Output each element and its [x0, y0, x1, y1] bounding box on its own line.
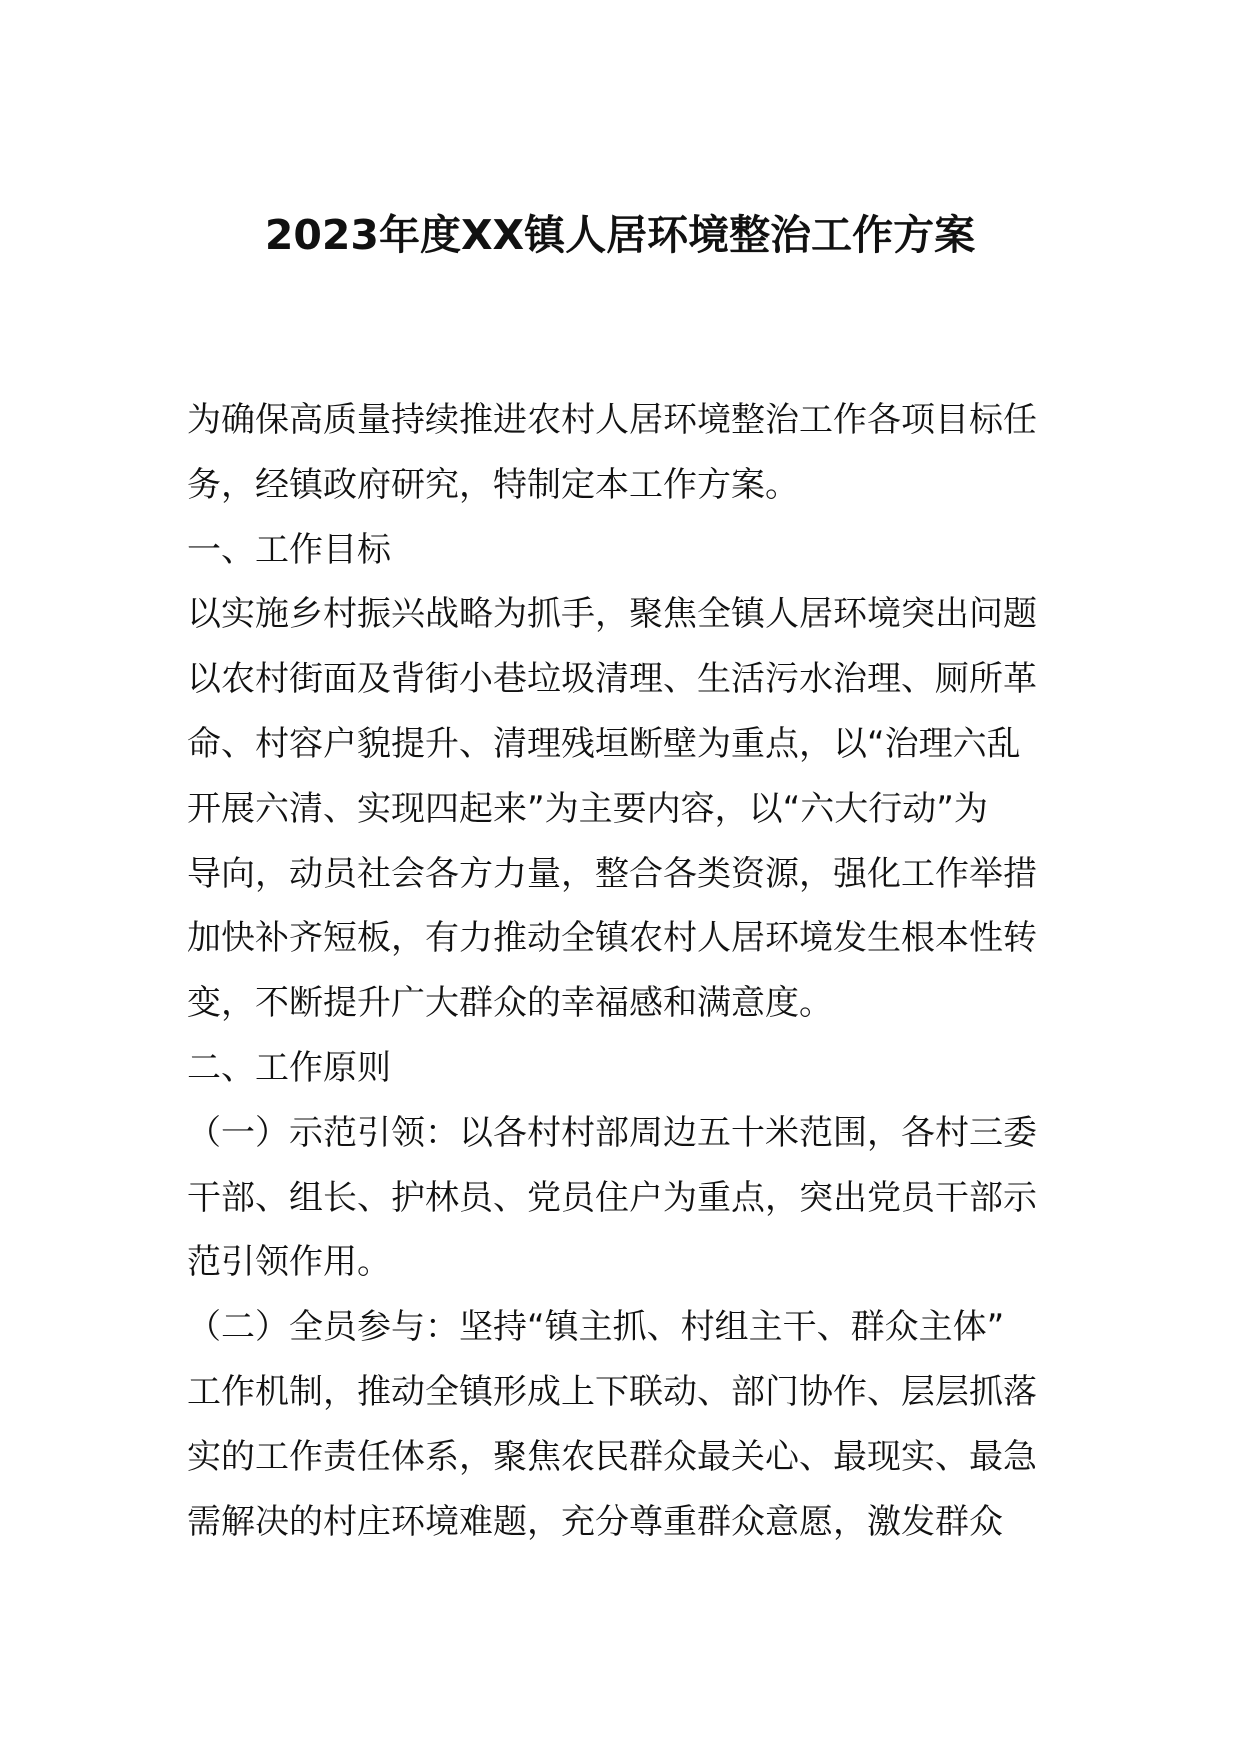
body-line: 导向，动员社会各方力量，整合各类资源，强化工作举措 — [187, 853, 1037, 894]
body-line: 实的工作责任体系，聚焦农民群众最关心、最现实、最急 — [187, 1436, 1037, 1477]
body-line: 为确保高质量持续推进农村人居环境整治工作各项目标任 — [187, 400, 1037, 440]
body-line: 需解决的村庄环境难题，充分尊重群众意愿，激发群众 — [187, 1501, 1003, 1542]
body-line: 以农村街面及背街小巷垃圾清理、生活污水治理、厕所革 — [187, 659, 1037, 700]
body-line: 开展六清、实现四起来”为主要内容，以“六大行动”为 — [187, 788, 988, 829]
body-line: 以实施乡村振兴战略为抓手，聚焦全镇人居环境突出问题 — [187, 594, 1037, 635]
body-line: （二）全员参与：坚持“镇主抓、村组主干、群众主体” — [187, 1307, 1005, 1348]
body-line: 命、村容户貌提升、清理残垣断壁为重点，以“治理六乱 — [187, 723, 1021, 764]
body-line: （一）示范引领：以各村村部周边五十米范围，各村三委 — [187, 1112, 1037, 1153]
document-body — [187, 388, 1057, 1554]
section-heading-principles: 二、工作原则 — [187, 1047, 391, 1088]
body-line: 干部、组长、护林员、党员住户为重点，突出党员干部示 — [187, 1177, 1037, 1218]
document-title: 2023年度XX镇人居环境整治工作方案 — [264, 211, 976, 259]
body-line: 变，不断提升广大群众的幸福感和满意度。 — [187, 983, 833, 1024]
body-line: 加快补齐短板，有力推动全镇农村人居环境发生根本性转 — [187, 918, 1037, 959]
body-line: 工作机制，推动全镇形成上下联动、部门协作、层层抓落 — [187, 1371, 1037, 1412]
body-line: 务，经镇政府研究，特制定本工作方案。 — [187, 464, 799, 505]
section-heading-goals: 一、工作目标 — [187, 529, 391, 570]
body-line: 范引领作用。 — [187, 1242, 391, 1283]
